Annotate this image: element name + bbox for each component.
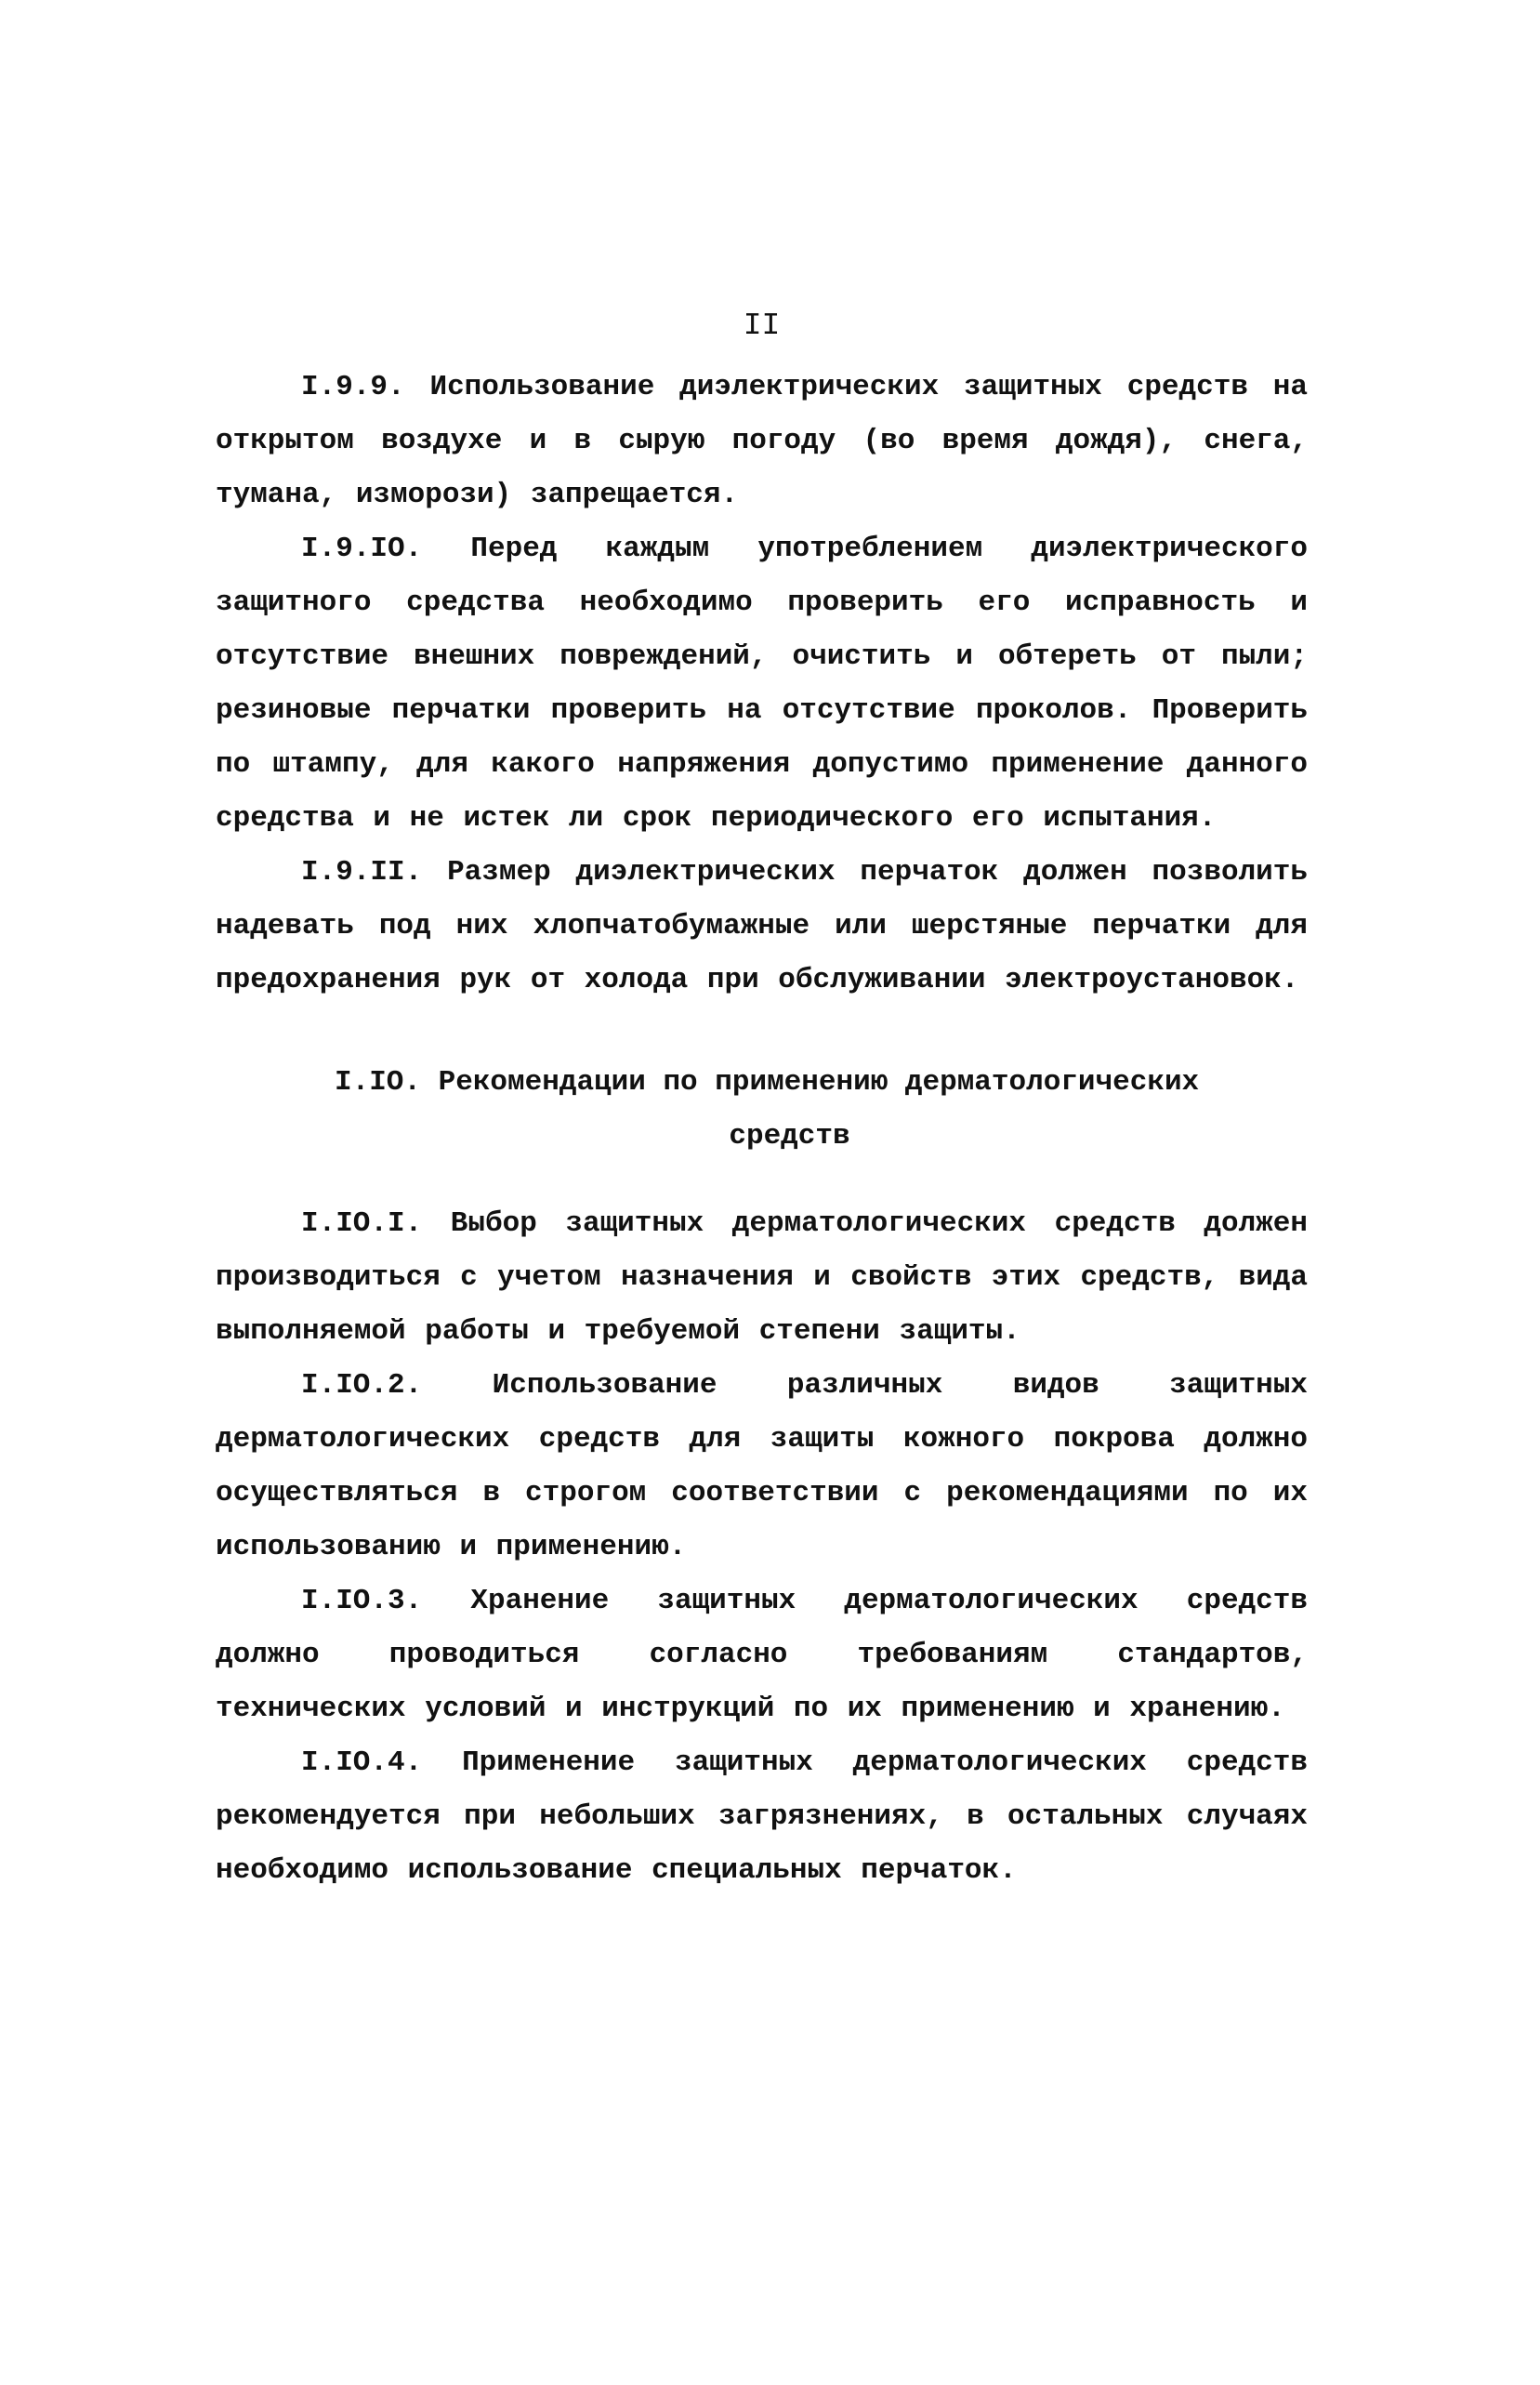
section-heading: [216, 1056, 1308, 1164]
paragraph-1-10-2: I.IO.2. Использование различных видов защитных дерматологических средств для защиты кожного покрова должно осуществляться в строгом соответствии с рекомендациями по их использованию и применению.: [216, 1369, 1308, 1563]
section-heading-line-1: I.IO. Рекомендации по применению дерматологических: [335, 1066, 1200, 1099]
paragraph-1-10-4: I.IO.4. Применение защитных дерматологических средств рекомендуется при небольших загрязнениях, в остальных случаях необходимо использование специальных перчаток.: [216, 1746, 1308, 1887]
section-heading-line-2: средств: [729, 1120, 850, 1153]
paragraph-1-9-11: I.9.II. Размер диэлектрических перчаток должен позволить надевать под них хлопчатобумажные или шерстяные перчатки для предохранения рук от холода при обслуживании электроустановок.: [216, 856, 1308, 996]
page-number: II: [743, 309, 781, 343]
paragraph-1-10-3: I.IO.3. Хранение защитных дерматологических средств должно проводиться согласно требованиям стандартов, технических условий и инструкций по их применению и хранению.: [216, 1585, 1308, 1725]
paragraph-1-9-9: I.9.9. Использование диэлектрических защитных средств на открытом воздухе и в сырую погоду (во время дождя), снега, тумана, изморози) запрещается.: [216, 371, 1308, 511]
paragraph-1-10-1: I.IO.I. Выбор защитных дерматологических средств должен производиться с учетом назначения и свойств этих средств, вида выполняемой работы и требуемой степени защиты.: [216, 1207, 1308, 1348]
paragraph-1-9-10: I.9.IO. Перед каждым употреблением диэлектрического защитного средства необходимо проверить его исправность и отсутствие внешних повреждений, очистить и обтереть от пыли; резиновые перчатки проверить на отсутствие проколов. Проверить по штампу, для какого напряжения допустимо применение данного средства и не истек ли срок периодического его испытания.: [216, 533, 1308, 835]
